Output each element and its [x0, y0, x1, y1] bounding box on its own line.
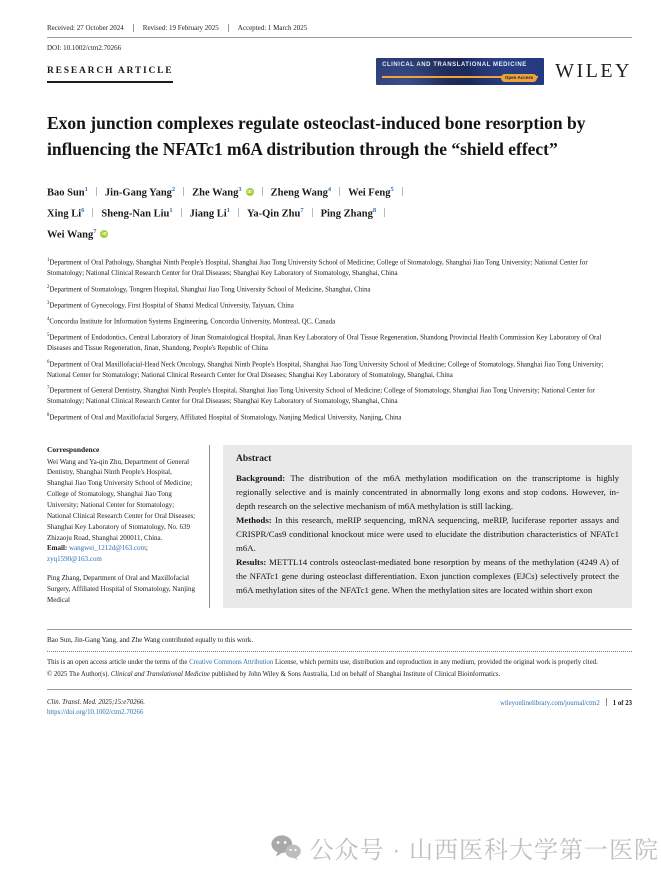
orcid-icon[interactable]	[100, 230, 108, 238]
article-type-label: RESEARCH ARTICLE	[47, 66, 173, 83]
author-line-1	[47, 181, 632, 202]
correspondence-abstract-section	[47, 445, 632, 609]
author-name: Ya-Qin Zhu$^7$	[246, 206, 304, 220]
license-text: This is an open access article under the terms of the Creative Commons Attribution License, which permits use, distribution and reproduction in any medium, provided the original work is properly cited.	[47, 659, 598, 667]
affiliation-list	[47, 257, 632, 423]
author-separator	[339, 187, 340, 196]
journal-banner-title: CLINICAL AND TRANSLATIONAL MEDICINE	[382, 62, 527, 68]
correspondence-heading: Correspondence	[47, 444, 100, 454]
footer-left	[47, 698, 145, 720]
affiliation: $^4$Concordia Institute for Information Systems Engineering, Concordia University, Montreal, QC, Canada	[47, 317, 336, 326]
author-name: Ping Zhang$^8$	[320, 206, 377, 220]
author-name: Xing Li$^6$	[47, 206, 85, 220]
author-name: Zhe Wang$^3$	[192, 185, 242, 199]
affiliation: $^5$Department of Endodontics, Central Laboratory of Jinan Stomatological Hospital, Jinan Key Laboratory of Oral Tissue Regeneration, Shandong Provincial Health Commission Key Laboratory of Oral Diseases and Tissue Regeneration, Jinan, Shandong, People's Republic of China	[47, 333, 602, 353]
author-separator	[238, 208, 239, 217]
author-separator	[181, 208, 182, 217]
accepted-date: Accepted: 1 March 2025	[237, 24, 308, 32]
abstract-methods: Methods: In this research, meRIP sequencing, mRNA sequencing, meRIP, luciferase reporter assays and CRISPR/Cas9 conditional knockout mice were used to elucidate the distribution characteristics of NFATc1 m6A.	[236, 514, 619, 553]
author-name: Jiang Li$^1$	[189, 206, 230, 220]
journal-website-link[interactable]: wileyonlinelibrary.com/journal/ctm2	[499, 699, 600, 707]
copyright-text: © 2025 The Author(s). Clinical and Translational Medicine published by John Wiley & Sons Australia, Ltd on behalf of Shanghai Institute of Clinical Bioinformatics.	[47, 671, 501, 679]
article-title: Exon junction complexes regulate osteoclast-induced bone resorption by influencing the NFATc1 m6A distribution through the “shield effect”	[47, 113, 586, 159]
abstract-results: Results: METTL14 controls osteoclast-mediated bone resorption by means of the methylation (4249 A) of the NFATc1 gene during osteoclast differentiation. Exon junction complexes (EJCs) selectively protect the m6A methylation sites of the NFATc1 gene. When the methylation sites are located within short exon	[236, 557, 619, 596]
author-separator	[183, 187, 184, 196]
received-date: Received: 27 October 2024	[47, 24, 134, 32]
affiliation: $^8$Department of Oral and Maxillofacial Surgery, Affiliated Hospital of Stomatology, Nanjing Medical University, Nanjing, China	[47, 412, 402, 422]
author-separator	[262, 187, 263, 196]
author-separator	[402, 187, 403, 196]
abstract-box	[223, 445, 632, 609]
affiliation: $^6$Department of Oral Maxillofacial-Head Neck Oncology, Shanghai Ninth People's Hospital, Shanghai Jiao Tong University School of Medicine; College of Stomatology, Shanghai Jiao Tong University; National Center for Stomatology; National Clinical Research Center for Oral Diseases; Shanghai Key Laboratory of Stomatology, Shanghai, China	[47, 359, 604, 379]
correspondence-block-1: Wei Wang and Ya-qin Zhu, Department of General Dentistry, Shanghai Ninth People's Hospital, Shanghai Jiao Tong University School of Medicine; College of Stomatology, Shanghai Jiao Tong University; National Center for Stomatology; National Clinical Research Center for Oral Diseases; Shanghai Key Laboratory of Stomatology, No. 639 Zhizaoju Road, Shanghai 200011, China. Email: wangwei_1212d@163.com; zyq1590@163.com	[47, 457, 196, 564]
license-block	[47, 651, 632, 689]
footer-right	[500, 698, 632, 720]
wiley-logo[interactable]: WILEY	[555, 60, 632, 82]
email-link-1[interactable]: wangwei_1212d@163.com	[68, 544, 147, 553]
header-row	[47, 58, 632, 85]
wechat-watermark	[271, 830, 659, 865]
affiliation: $^1$Department of Oral Pathology, Shanghai Ninth People's Hospital, Shanghai Jiao Tong University School of Medicine; College of Stomatology, Shanghai Jiao Tong University; National Center for Stomatology; National Clinical Research Center for Oral Diseases; Shanghai Key Laboratory of Stomatology, Shanghai, China	[47, 258, 588, 278]
wechat-icon	[271, 835, 301, 860]
author-separator	[92, 208, 93, 217]
creative-commons-link[interactable]: Creative Commons Attribution	[189, 659, 274, 667]
abstract-heading: Abstract	[236, 453, 272, 464]
footer-separator	[606, 698, 607, 706]
affiliation: $^7$Department of General Dentistry, Shanghai Ninth People's Hospital, Shanghai Jiao Tong University School of Medicine; College of Stomatology, Shanghai Jiao Tong University; National Center for Stomatology; National Clinical Research Center for Oral Diseases; Shanghai Key Laboratory of Stomatology, Shanghai, China	[47, 386, 595, 406]
author-line-3	[47, 223, 632, 244]
equal-contribution-note: Bao Sun, Jin-Gang Yang, and Zhe Wang contributed equally to this work.	[47, 636, 253, 645]
affiliation: $^3$Department of Gynecology, First Hospital of Shanxi Medical University, Taiyuan, China	[47, 301, 294, 310]
author-separator	[312, 208, 313, 217]
page-number: 1 of 23	[612, 699, 632, 707]
footnote-rule	[47, 629, 632, 644]
doi-line: DOI: 10.1002/ctm2.70266	[47, 44, 122, 52]
footer-citation-row	[47, 698, 632, 720]
abstract-background: Background: The distribution of the m6A methylation modification on the transcriptome is highly regionally selective and is mainly concentrated in abnormally long exons and stop codons. However, in-depth research on the selective mechanism of m6A methylation is still lacking.	[236, 472, 619, 511]
open-access-badge: Open Access	[501, 74, 537, 82]
revised-date: Revised: 19 February 2025	[143, 24, 229, 32]
email-link-2[interactable]: zyq1590@163.com	[47, 555, 102, 564]
orcid-icon[interactable]	[246, 188, 254, 196]
footnote-section	[47, 629, 632, 689]
author-separator	[384, 208, 385, 217]
brand-group	[376, 58, 632, 85]
author-separator	[96, 187, 97, 196]
author-name: Sheng-Nan Liu$^1$	[101, 206, 173, 220]
watermark-text: 公众号 · 山西医科大学第一医院	[309, 837, 659, 864]
author-name: Bao Sun$^1$	[47, 185, 88, 199]
correspondence-block-2: Ping Zhang, Department of Oral and Maxillofacial Surgery, Affiliated Hospital of Stomatology, Nanjing Medical	[47, 574, 195, 604]
correspondence-column	[47, 445, 210, 609]
journal-citation: Clin. Transl. Med. 2025;15:e70266.	[47, 698, 145, 706]
author-name: Zheng Wang$^4$	[270, 185, 332, 199]
author-line-2	[47, 202, 632, 223]
manuscript-history-bar	[47, 24, 632, 38]
doi-link[interactable]: https://doi.org/10.1002/ctm2.70266	[47, 709, 144, 717]
author-name: Wei Feng$^5$	[348, 185, 394, 199]
author-name: Jin-Gang Yang$^2$	[104, 185, 176, 199]
affiliation: $^2$Department of Stomatology, Tongren Hospital, Shanghai Jiao Tong University School of Medicine, Shanghai, China	[47, 284, 371, 294]
journal-banner[interactable]	[376, 58, 544, 85]
author-list	[47, 181, 632, 244]
author-name: Wei Wang$^7$	[47, 227, 97, 241]
